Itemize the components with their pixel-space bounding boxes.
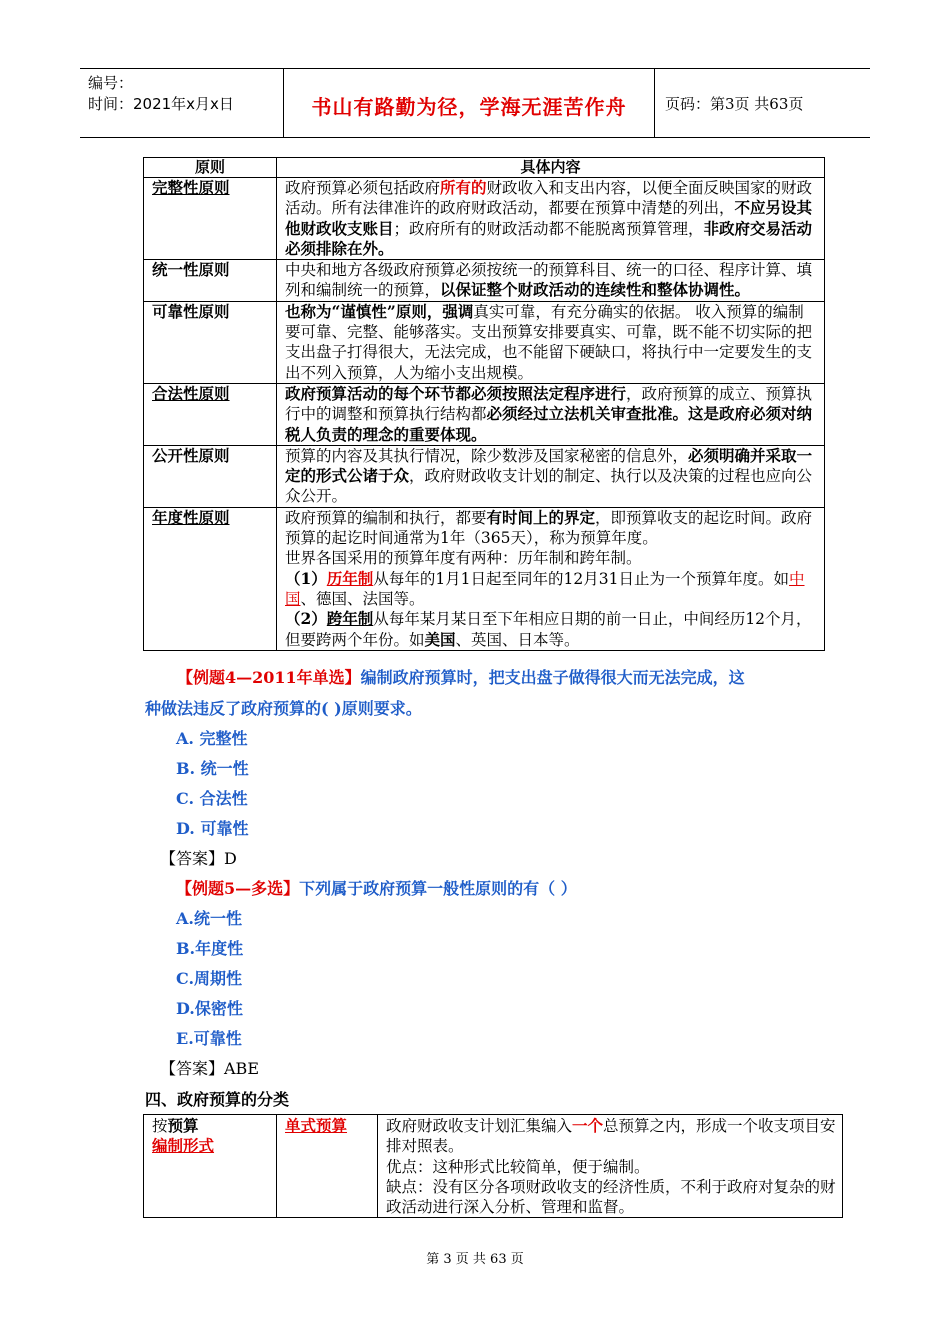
question-5-option: C.周期性 (176, 969, 243, 988)
header-motto: 书山有路勤为径，学海无涯苦作舟 (311, 95, 627, 119)
principles-table (143, 157, 825, 651)
principle-name: 完整性原则 (152, 178, 230, 197)
table-row (144, 445, 825, 507)
question-4-option: D. 可靠性 (176, 819, 249, 838)
classification-table (143, 1114, 843, 1218)
question-5-option: E.可靠性 (176, 1029, 242, 1048)
question-4-option: A. 完整性 (176, 729, 248, 748)
table-row (144, 1115, 843, 1218)
budget-type: 单式预算 (277, 1115, 378, 1218)
principle-content: 预算的内容及其执行情况，除少数涉及国家秘密的信息外，必须明确并采取一定的形式公诸于众，政府财政收支计划的制定、执行以及决策的过程也应向公众公开。 (277, 445, 825, 507)
principle-content: 也称为“谨慎性”原则，强调真实可靠，有充分确实的依据。 收入预算的编制要可靠、完整、能够落实。支出预算安排要真实、可靠，既不能不切实际的把支出盘子打得很大，无法完成，也不能留下硬缺口，将执行中一定要发生的支出不列入预算，人为缩小支出规模。 (277, 301, 825, 383)
header-divider (654, 69, 655, 137)
table-row (144, 178, 825, 260)
table-row (144, 301, 825, 383)
principle-name: 公开性原则 (152, 445, 230, 465)
budget-description: 政府财政收支计划汇集编入一个总预算之内，形成一个收支项目安排对照表。 优点：这种形式比较简单，便于编制。 缺点：没有区分各项财政收支的经济性质，不利于政府对复杂的财政活动进行深入分析、管理和监督。 (378, 1115, 843, 1218)
head-content: 具体内容 (277, 158, 825, 178)
principle-content: 政府预算的编制和执行，都要有时间上的界定，即预算收支的起讫时间。政府预算的起讫时间通常为1年（365天），称为预算年度。 世界各国采用的预算年度有两种：历年制和跨年制。 （1）历年制从每年的1月1日起至同年的12月31日止为一个预算年度。如中国、德国、法国等。 （2）跨年制从每年某月某日至下年相应日期的前一日止，中间经历12个月，但要跨两个年份。如美国、英国、日本等。 (277, 507, 825, 650)
table-row (144, 383, 825, 445)
principle-name: 统一性原则 (152, 260, 230, 280)
table-row (144, 507, 825, 650)
principle-name: 合法性原则 (152, 383, 230, 403)
principle-content: 中央和地方各级政府预算必须按统一的预算科目、统一的口径、程序计算、填列和编制统一的预算，以保证整个财政活动的连续性和整体协调性。 (277, 260, 825, 302)
header-meta (88, 73, 268, 115)
page-header (80, 68, 870, 138)
classification-basis: 按预算 编制形式 (144, 1115, 277, 1218)
principle-content: 政府预算必须包括政府所有的财政收入和支出内容，以便全面反映国家的财政活动。所有法律准许的政府财政活动，都要在预算中清楚的列出，不应另设其他财政收支账目；政府所有的财政活动都不能脱离预算管理，非政府交易活动必须排除在外。 (277, 178, 825, 260)
question-4-answer: 【答案】D (160, 849, 237, 868)
question-4-option: C. 合法性 (176, 789, 248, 808)
section-heading: 四、政府预算的分类 (145, 1090, 290, 1109)
principle-name: 年度性原则 (152, 507, 230, 527)
question-5-option: B.年度性 (176, 939, 244, 958)
question-5-option: D.保密性 (176, 999, 243, 1018)
principle-content: 政府预算活动的每个环节都必须按照法定程序进行，政府预算的成立、预算执行中的调整和预算执行结构都必须经过立法机关审查批准。这是政府必须对纳税人负责的理念的重要体现。 (277, 383, 825, 445)
head-principle: 原则 (144, 158, 277, 178)
question-4-stem: 【例题4—2011年单选】编制政府预算时，把支出盘子做得很大而无法完成，这 (177, 668, 745, 687)
table-header-row (144, 158, 825, 178)
time-label: 时间：2021年x月x日 (88, 95, 234, 113)
question-4-option: B. 统一性 (176, 759, 249, 778)
question-5-stem: 【例题5—多选】下列属于政府预算一般性原则的有（ ） (176, 879, 577, 898)
number-label: 编号： (88, 74, 134, 92)
table-row (144, 260, 825, 302)
question-5-answer: 【答案】ABE (160, 1059, 259, 1078)
page-label: 页码：第3页 共63页 (665, 95, 804, 113)
question-5-option: A.统一性 (176, 909, 242, 928)
question-4-stem-line2: 种做法违反了政府预算的( )原则要求。 (145, 699, 422, 718)
page-footer: 第 3 页 共 63 页 (426, 1252, 524, 1267)
principle-name: 可靠性原则 (152, 301, 230, 321)
